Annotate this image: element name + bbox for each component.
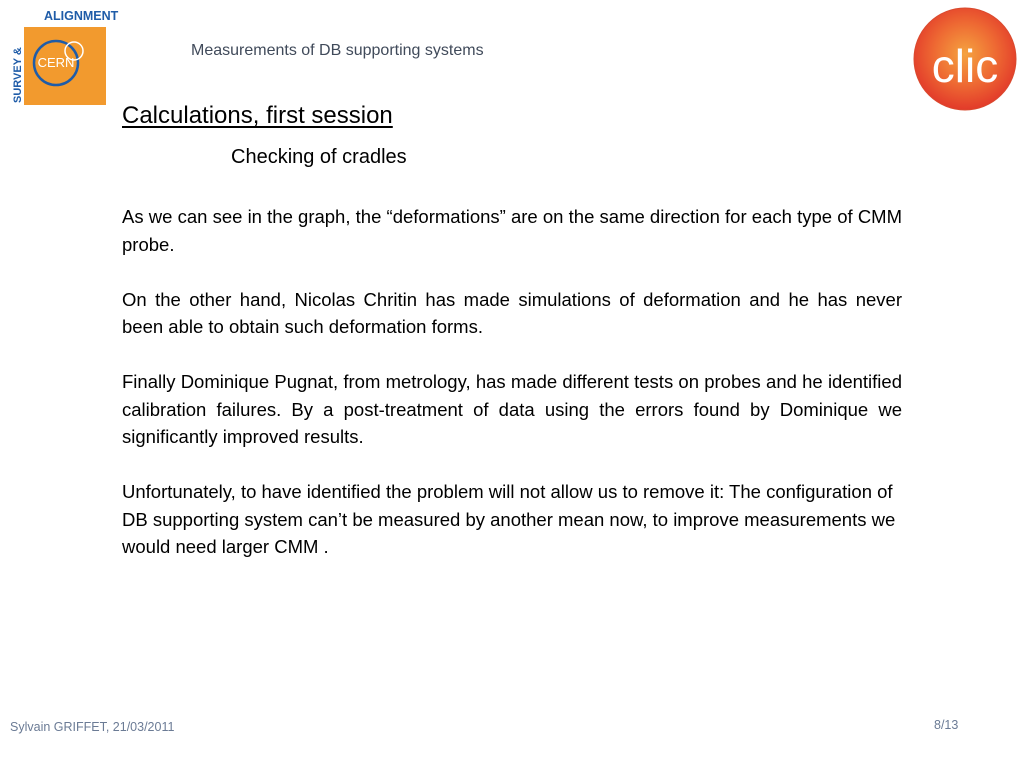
body-paragraph: Unfortunately, to have identified the problem will not allow us to remove it: The configuration of DB supporting system can’t be measured by another mean now, to improve measurements we would need larger CMM .: [122, 481, 896, 557]
body-paragraph: On the other hand, Nicolas Chritin has made simulations of deformation and he has never been able to obtain such deformation forms.: [122, 288, 902, 337]
slide-title: Calculations, first session: [122, 102, 393, 129]
slide-subtitle: Checking of cradles: [231, 146, 407, 168]
svg-text:ALIGNMENT: ALIGNMENT: [44, 9, 119, 23]
body-paragraph: As we can see in the graph, the “deformations” are on the same direction for each type of CMM probe.: [122, 206, 902, 255]
header-title: Measurements of DB supporting systems: [191, 42, 484, 59]
footer-page-number: 8/13: [934, 718, 959, 732]
survey-alignment-cern-logo-icon: [10, 7, 119, 105]
svg-text:SURVEY &: SURVEY &: [12, 47, 24, 103]
body-paragraph: Finally Dominique Pugnat, from metrology, has made different tests on probes and he identified calibration failures. By a post-treatment of data using the errors found by Dominique we significantly improved results.: [122, 371, 902, 447]
svg-text:clic: clic: [931, 40, 999, 92]
slide-body: [122, 203, 902, 561]
svg-text:CERN: CERN: [37, 55, 75, 70]
footer-author-date: Sylvain GRIFFET, 21/03/2011: [10, 720, 175, 734]
clic-logo-icon: [912, 6, 1018, 112]
